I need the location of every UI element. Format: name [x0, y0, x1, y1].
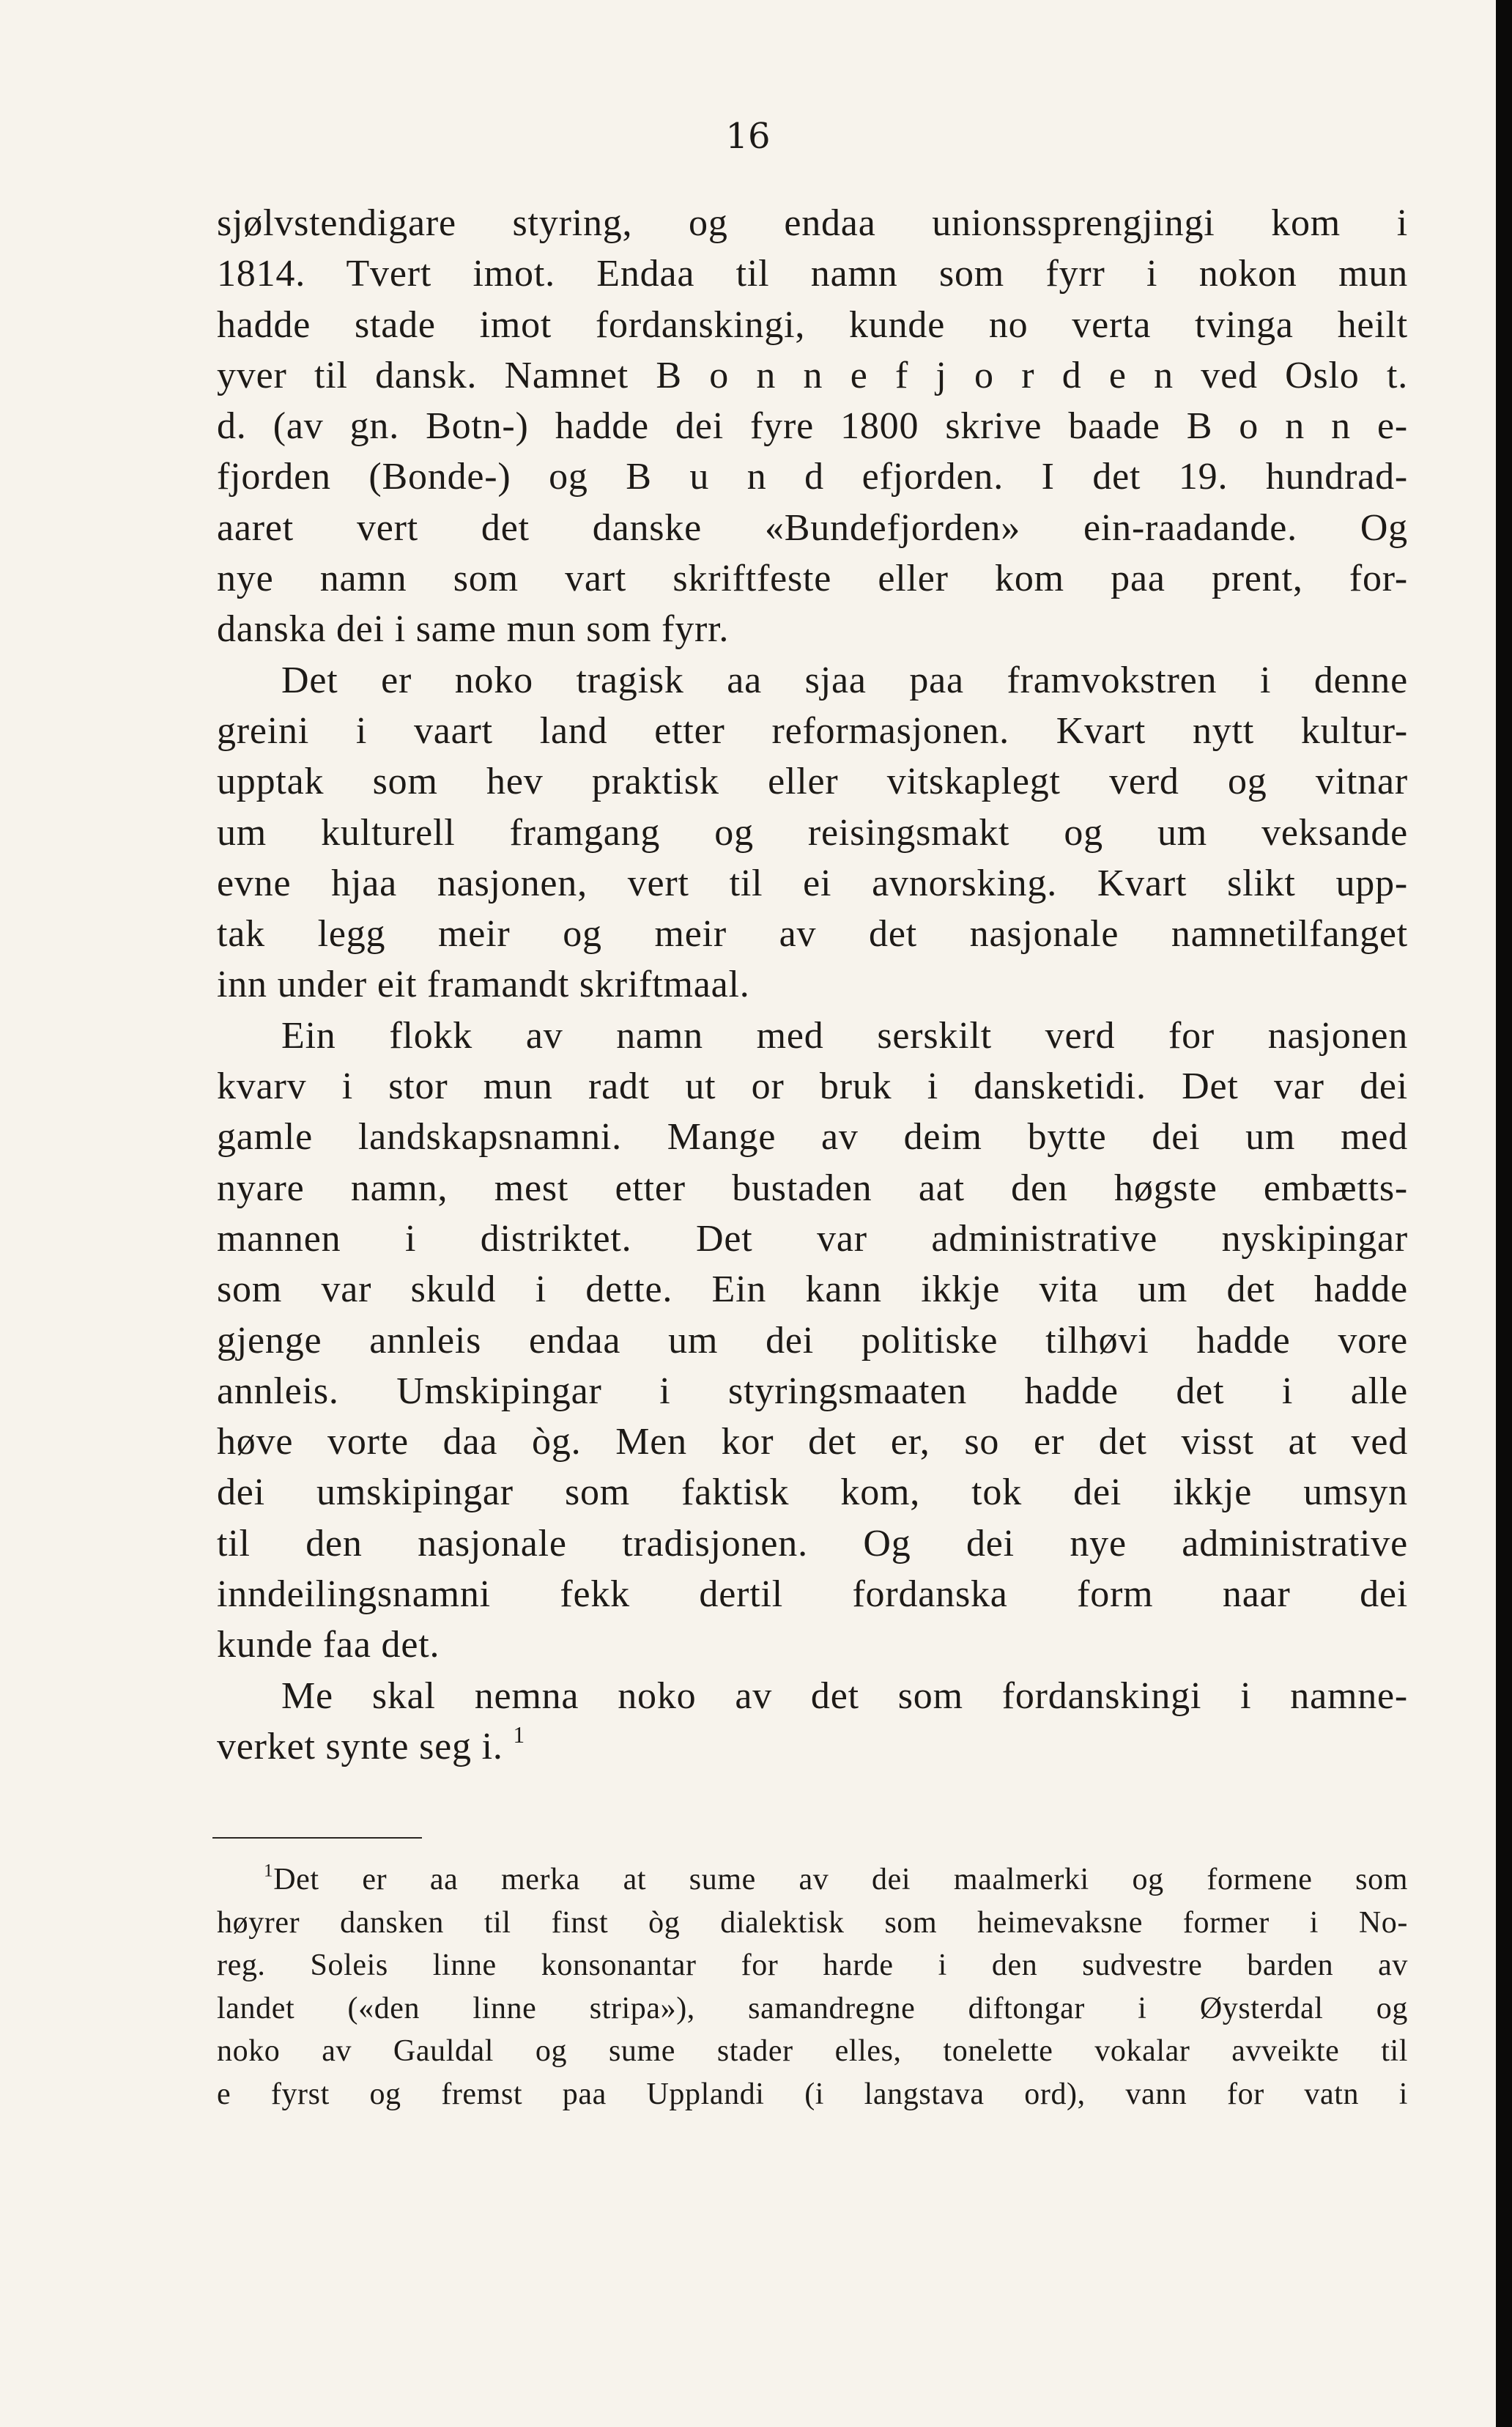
text-line: til den nasjonale tradisjonen. Og dei nye administrative	[217, 1522, 1408, 1565]
footnote-line-content: Det er aa merka at sume av dei maalmerki og formene som	[273, 1863, 1408, 1896]
text-line: gjenge annleis endaa um dei politiske tilhøvi hadde vore	[217, 1319, 1408, 1362]
text-line: Ein flokk av namn med serskilt verd for nasjonen	[281, 1014, 1408, 1057]
footnote-line: landet («den linne stripa»), samandregne diftongar i Øysterdal og	[217, 1991, 1408, 2025]
text-line: fjorden (Bonde-) og B u n d efjorden. I det 19. hundrad-	[217, 456, 1408, 498]
text-line: danska dei i same mun som fyrr.	[217, 608, 730, 651]
text-line: 1814. Tvert imot. Endaa til namn som fyrr i nokon mun	[217, 253, 1408, 295]
footnote-marker: 1	[264, 1861, 274, 1881]
text-line: sjølvstendigare styring, og endaa unionssprengjingi kom i	[217, 202, 1408, 244]
text-line: evne hjaa nasjonen, vert til ei avnorsking. Kvart slikt upp-	[217, 862, 1408, 904]
text-line: annleis. Umskipingar i styringsmaaten hadde det i alle	[217, 1370, 1408, 1412]
text-line	[217, 1721, 1408, 1772]
text-line: høve vorte daa òg. Men kor det er, so er det visst at ved	[217, 1421, 1408, 1463]
text-line: nye namn som vart skriftfeste eller kom paa prent, for-	[217, 558, 1408, 600]
text-line: aaret vert det danske «Bundefjorden» ein-raadande. Og	[217, 506, 1408, 549]
text-line: tak legg meir og meir av det nasjonale namnetilfanget	[217, 913, 1408, 956]
text-line: mannen i distriktet. Det var administrative nyskipingar	[217, 1217, 1408, 1260]
text-line: greini i vaart land etter reformasjonen. Kvart nytt kultur-	[217, 709, 1408, 752]
footnote-divider	[212, 1837, 422, 1839]
text-line: upptak som hev praktisk eller vitskaplegt verd og vitnar	[217, 761, 1408, 803]
footnote-line: reg. Soleis linne konsonantar for harde i den sudvestre barden av	[217, 1948, 1408, 1983]
text-line: yver til dansk. Namnet B o n n e f j o r d e n ved Oslo t.	[217, 354, 1408, 396]
text-line: kvarv i stor mun radt ut or bruk i dansketidi. Det var dei	[217, 1065, 1408, 1108]
text-line: inn under eit framandt skriftmaal.	[217, 964, 750, 1006]
body-text	[217, 198, 1408, 1772]
text-line: um kulturell framgang og reisingsmakt og um veksande	[217, 811, 1408, 854]
text-line: som var skuld i dette. Ein kann ikkje vita um det hadde	[217, 1268, 1408, 1311]
page-number: 16	[725, 116, 771, 157]
text-line: dei umskipingar som faktisk kom, tok dei ikkje umsyn	[217, 1471, 1408, 1514]
text-line-content: verket synte seg i.	[217, 1725, 503, 1767]
footnote-line	[217, 1858, 1408, 1902]
text-line: gamle landskapsnamni. Mange av deim bytte dei um med	[217, 1116, 1408, 1159]
footnote-line: noko av Gauldal og sume stader elles, tonelette vokalar avveikte til	[217, 2034, 1408, 2069]
text-line: hadde stade imot fordanskingi, kunde no verta tvinga heilt	[217, 303, 1408, 346]
text-line: nyare namn, mest etter bustaden aat den høgste embætts-	[217, 1167, 1408, 1209]
scan-edge	[1496, 0, 1512, 2427]
text-line: Det er noko tragisk aa sjaa paa framvokstren i denne	[281, 659, 1408, 701]
footnote-line: e fyrst og fremst paa Upplandi (i langstava ord), vann for vatn i	[217, 2077, 1408, 2111]
text-line: d. (av gn. Botn-) hadde dei fyre 1800 skrive baade B o n n e-	[217, 405, 1408, 448]
text-line: Me skal nemna noko av det som fordanskingi i namne-	[281, 1674, 1408, 1717]
footnote-line: høyrer dansken til finst òg dialektisk som heimevaksne former i No-	[217, 1905, 1408, 1940]
text-line: inndeilingsnamni fekk dertil fordanska form naar dei	[217, 1573, 1408, 1616]
text-line: kunde faa det.	[217, 1624, 440, 1666]
footnote	[217, 1858, 1408, 2116]
footnote-reference: 1	[513, 1722, 525, 1748]
